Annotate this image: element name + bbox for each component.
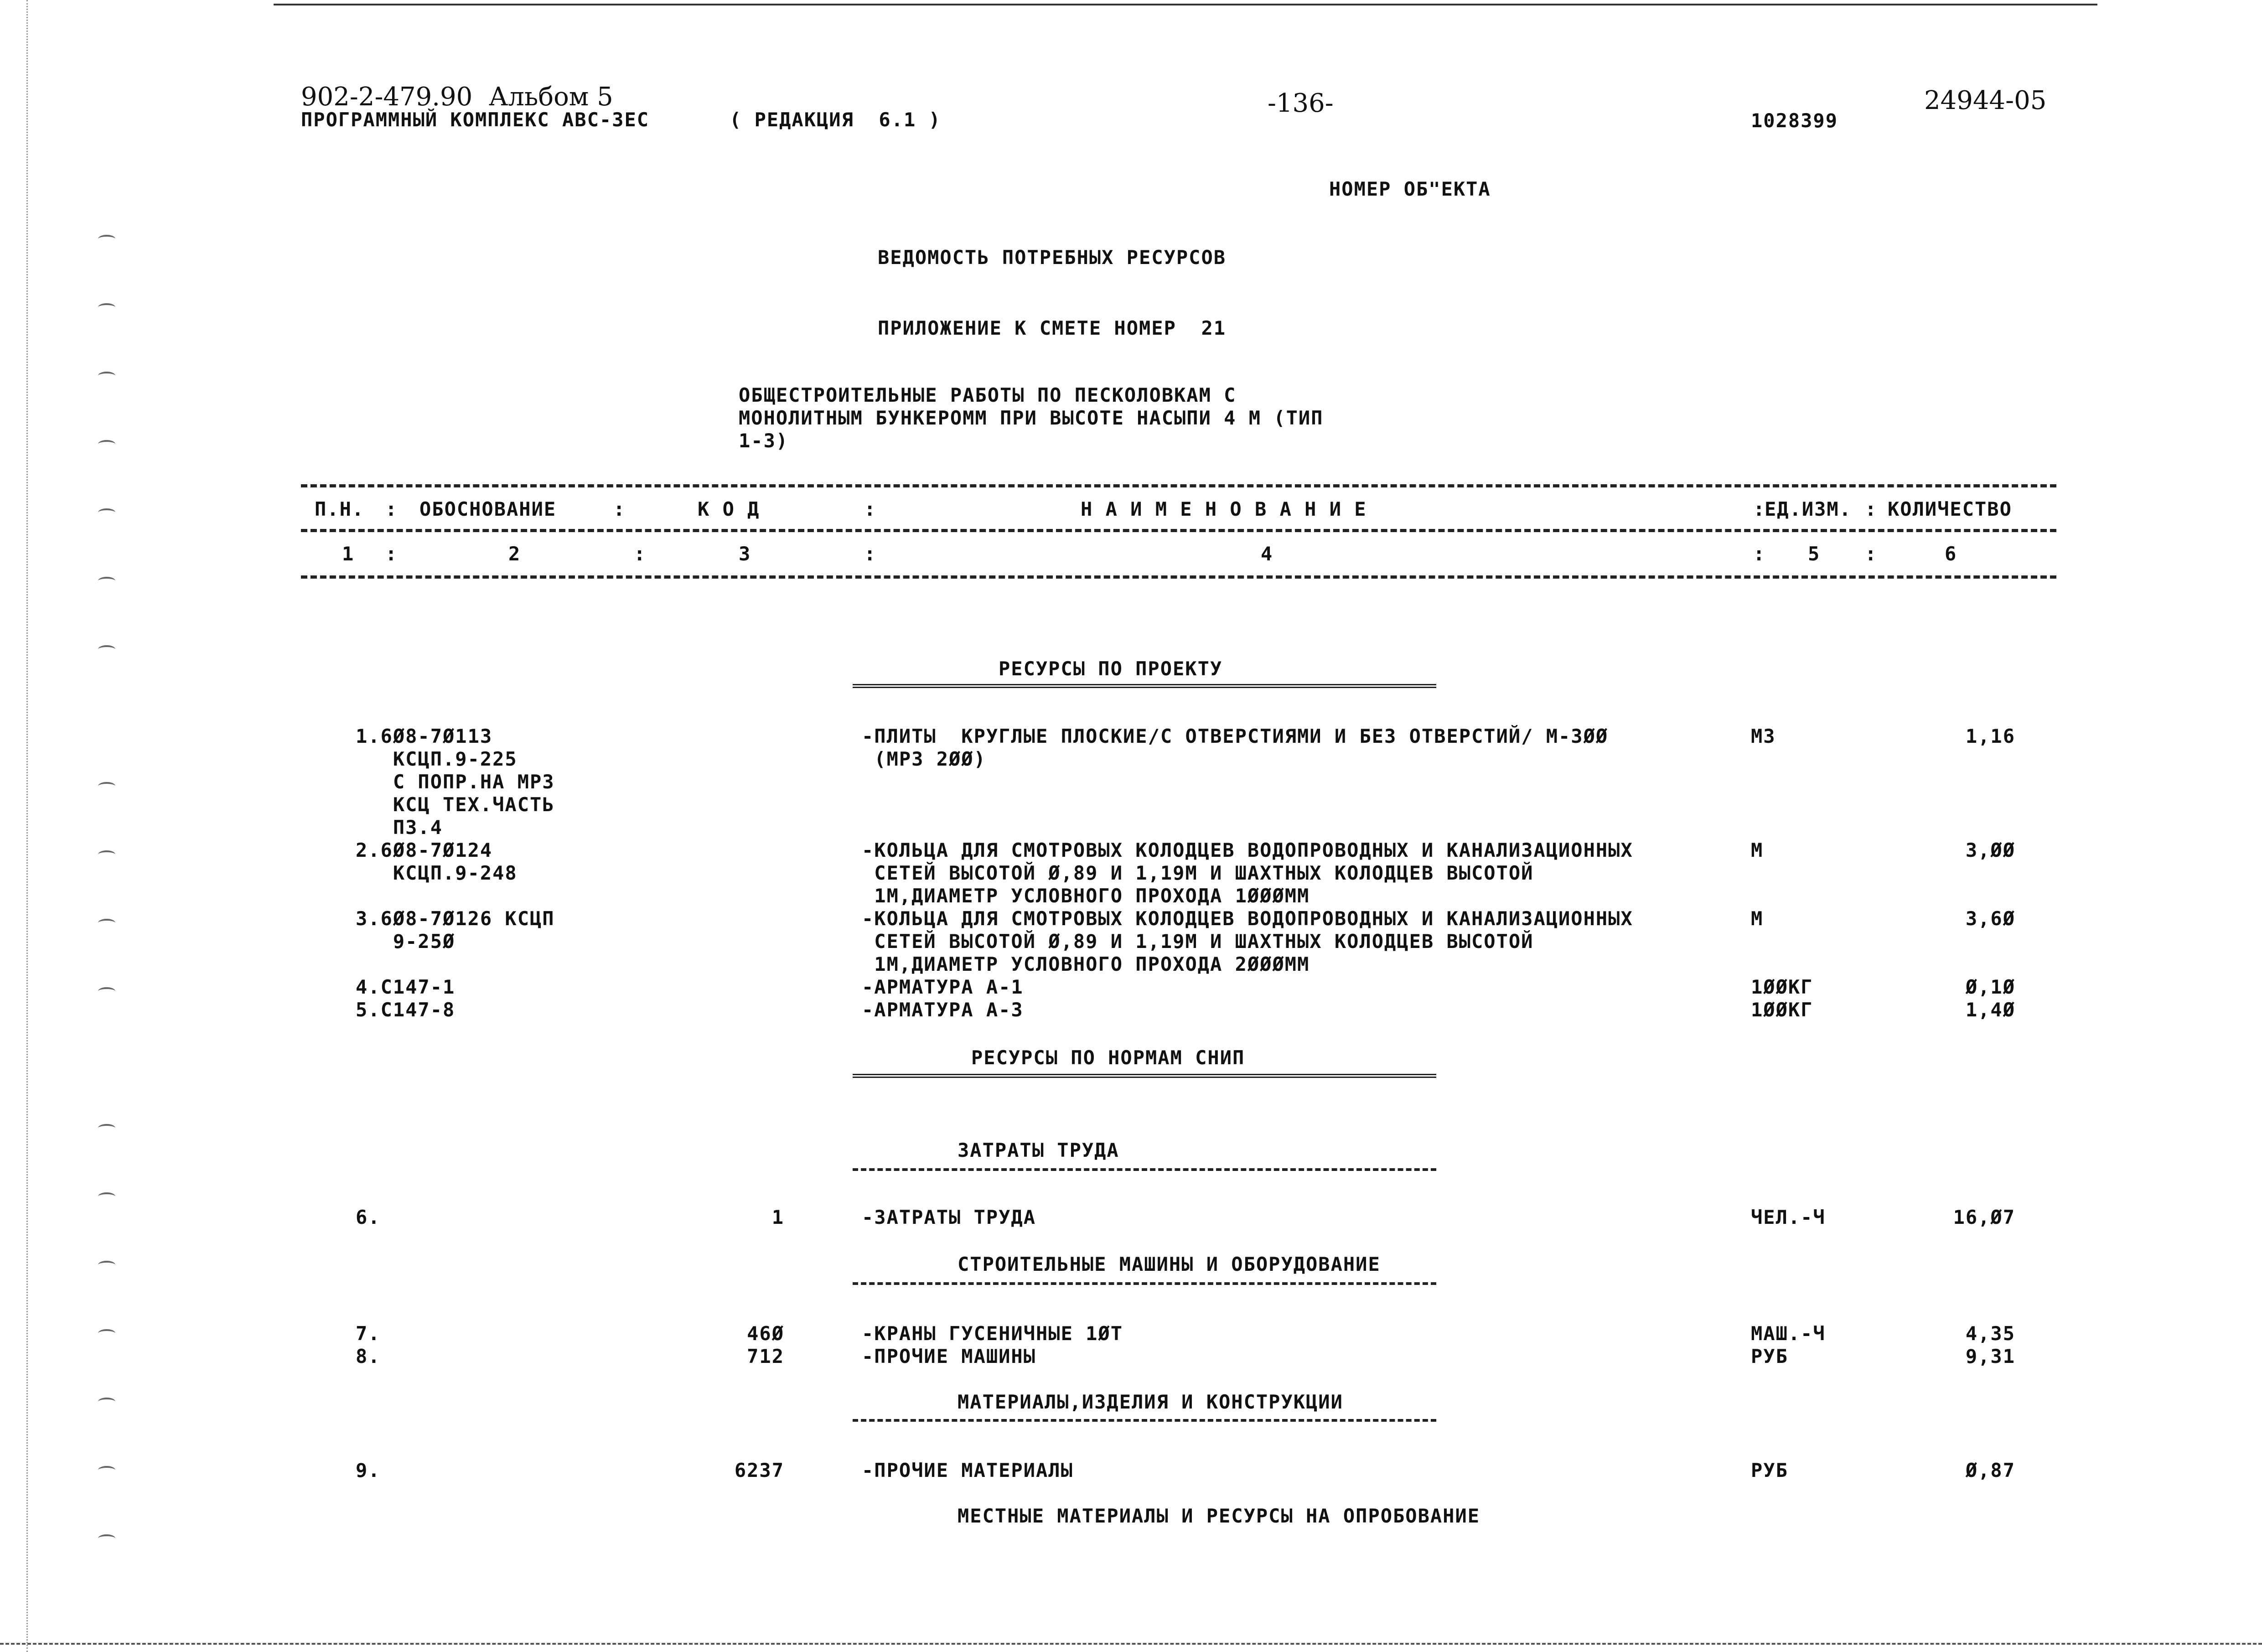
bottom-scan-line (0, 1643, 2262, 1645)
row-unit: ЧЕЛ.-Ч (1751, 1206, 1826, 1228)
row-name: -АРМАТУРА А-3 (862, 999, 1024, 1021)
table-rule-bottom (301, 575, 2056, 579)
punch-mark (98, 1534, 115, 1543)
row-name: 1М,ДИАМЕТР УСЛОВНОГО ПРОХОДА 1ØØØММ (862, 885, 1310, 907)
row-name: -КОЛЬЦА ДЛЯ СМОТРОВЫХ КОЛОДЦЕВ ВОДОПРОВОДНЫХ И КАНАЛИЗАЦИОННЫХ (862, 907, 1633, 930)
row-code: 712 (747, 1345, 784, 1367)
row-quantity: Ø,1Ø (1965, 976, 2015, 998)
album-reference: 902-2-479.90 Альбом 5 (301, 82, 613, 112)
row-number: 6. (356, 1206, 381, 1228)
punch-mark (98, 1329, 115, 1337)
row-name: 1М,ДИАМЕТР УСЛОВНОГО ПРОХОДА 2ØØØММ (862, 953, 1310, 975)
row-quantity: Ø,87 (1965, 1459, 2015, 1481)
table-rule-middle (301, 529, 2056, 532)
row-quantity: 3,ØØ (1965, 839, 2015, 861)
header-separator: : (1865, 498, 1878, 520)
row-basis: КСЦП.9-225 (356, 748, 518, 770)
row-name: СЕТЕЙ ВЫСОТОЙ Ø,89 И 1,19М И ШАХТНЫХ КОЛОДЦЕВ ВЫСОТОЙ (862, 930, 1534, 953)
header-col-unit: ЕД.ИЗМ. (1765, 498, 1852, 520)
row-number: 8. (356, 1345, 381, 1367)
header-separator: : (1753, 498, 1766, 520)
row-quantity: 9,31 (1965, 1345, 2015, 1367)
column-number-3: 3 (739, 543, 751, 565)
punch-mark (98, 508, 115, 517)
row-name: -ПЛИТЫ КРУГЛЫЕ ПЛОСКИЕ/С ОТВЕРСТИЯМИ И БЕЗ ОТВЕРСТИЙ/ М-3ØØ (862, 725, 1609, 747)
section-machines: СТРОИТЕЛЬНЫЕ МАШИНЫ И ОБОРУДОВАНИЕ (958, 1253, 1381, 1275)
row-unit: М3 (1751, 725, 1776, 747)
row-basis: 5.С147-8 (356, 999, 456, 1021)
punch-mark (98, 372, 115, 380)
sheet-code: 24944-05 (1924, 86, 2047, 115)
row-basis: 9-25Ø (356, 930, 456, 953)
section-underline (853, 684, 1436, 688)
row-name: -АРМАТУРА А-1 (862, 976, 1024, 998)
header-separator: : (864, 543, 877, 565)
section-snip-resources: РЕСУРСЫ ПО НОРМАМ СНИП (971, 1046, 1245, 1069)
row-code: 1 (771, 1206, 784, 1228)
row-name: -ПРОЧИЕ МАТЕРИАЛЫ (862, 1459, 1073, 1481)
punch-mark (98, 235, 115, 243)
punch-mark (98, 987, 115, 995)
row-basis: С ПОПР.НА МРЗ (356, 771, 555, 793)
punch-mark (98, 1124, 115, 1132)
row-name: -ЗАТРАТЫ ТРУДА (862, 1206, 1036, 1228)
row-name: -КОЛЬЦА ДЛЯ СМОТРОВЫХ КОЛОДЦЕВ ВОДОПРОВОДНЫХ И КАНАЛИЗАЦИОННЫХ (862, 839, 1633, 861)
row-unit: 1ØØКГ (1751, 999, 1813, 1021)
section-local-materials: МЕСТНЫЕ МАТЕРИАЛЫ И РЕСУРСЫ НА ОПРОБОВАНИЕ (958, 1505, 1480, 1527)
row-basis: 1.6Ø8-7Ø113 (356, 725, 493, 747)
row-basis: 2.6Ø8-7Ø124 (356, 839, 493, 861)
row-name: -КРАНЫ ГУСЕНИЧНЫЕ 1ØТ (862, 1322, 1123, 1345)
column-number-1: 1 (342, 543, 355, 565)
row-unit: М (1751, 839, 1764, 861)
section-project-resources: РЕСУРСЫ ПО ПРОЕКТУ (999, 658, 1223, 680)
section-underline (853, 1074, 1436, 1078)
row-basis: ПЗ.4 (356, 816, 443, 839)
row-name: -ПРОЧИЕ МАШИНЫ (862, 1345, 1036, 1367)
section-underline (853, 1168, 1436, 1171)
header-col-quantity: КОЛИЧЕСТВО (1888, 498, 2012, 520)
row-unit: МАШ.-Ч (1751, 1322, 1826, 1345)
edition: ( РЕДАКЦИЯ 6.1 ) (730, 109, 941, 131)
row-unit: 1ØØКГ (1751, 976, 1813, 998)
header-separator: : (1753, 543, 1766, 565)
work-description-line2: МОНОЛИТНЫМ БУНКЕРОММ ПРИ ВЫСОТЕ НАСЫПИ 4 М (ТИП (739, 407, 1324, 429)
header-separator: : (385, 543, 398, 565)
work-description-line1: ОБЩЕСТРОИТЕЛЬНЫЕ РАБОТЫ ПО ПЕСКОЛОВКАМ С (739, 384, 1237, 406)
left-scan-edge (26, 0, 28, 1652)
page-number: -136- (1268, 88, 1334, 118)
header-col-code: К О Д (698, 498, 760, 520)
page-title: ВЕДОМОСТЬ ПОТРЕБНЫХ РЕСУРСОВ (878, 246, 1227, 269)
row-quantity: 1,16 (1965, 725, 2015, 747)
punch-mark (98, 919, 115, 927)
punch-mark (98, 1192, 115, 1201)
row-number: 7. (356, 1322, 381, 1345)
punch-mark (98, 850, 115, 859)
row-basis: 4.С147-1 (356, 976, 456, 998)
header-separator: : (1865, 543, 1878, 565)
section-materials: МАТЕРИАЛЫ,ИЗДЕЛИЯ И КОНСТРУКЦИИ (958, 1391, 1343, 1413)
punch-mark (98, 440, 115, 448)
row-quantity: 3,6Ø (1965, 907, 2015, 930)
top-scan-line (274, 4, 2097, 5)
row-quantity: 1,4Ø (1965, 999, 2015, 1021)
row-code: 46Ø (747, 1322, 784, 1345)
section-labor: ЗАТРАТЫ ТРУДА (958, 1139, 1119, 1161)
table-rule-top (301, 484, 2056, 487)
work-description-line3: 1-3) (739, 430, 789, 452)
row-unit: РУБ (1751, 1345, 1788, 1367)
row-name: (МРЗ 2ØØ) (862, 748, 986, 770)
section-underline (853, 1419, 1436, 1422)
appendix-line: ПРИЛОЖЕНИЕ К СМЕТЕ НОМЕР 21 (878, 317, 1227, 339)
punch-mark (98, 577, 115, 585)
header-separator: : (864, 498, 877, 520)
column-number-6: 6 (1945, 543, 1957, 565)
row-basis: КСЦ ТЕХ.ЧАСТЬ (356, 793, 555, 816)
program-name: ПРОГРАММНЫЙ КОМПЛЕКС АВС-3ЕС (301, 109, 650, 131)
object-number-label: НОМЕР ОБ"ЕКТА (1329, 178, 1491, 200)
document-code: 1028399 (1751, 109, 1838, 132)
section-underline (853, 1282, 1436, 1285)
row-unit: М (1751, 907, 1764, 930)
header-separator: : (634, 543, 647, 565)
punch-mark (98, 782, 115, 790)
header-col-number: П.Н. (315, 498, 365, 520)
punch-mark (98, 1261, 115, 1269)
column-number-2: 2 (508, 543, 521, 565)
punch-mark (98, 1398, 115, 1406)
column-number-5: 5 (1808, 543, 1821, 565)
punch-mark (98, 1466, 115, 1474)
row-basis: КСЦП.9-248 (356, 862, 518, 884)
header-separator: : (385, 498, 398, 520)
row-number: 9. (356, 1459, 381, 1481)
row-unit: РУБ (1751, 1459, 1788, 1481)
header-col-name: Н А И М Е Н О В А Н И Е (1081, 498, 1367, 520)
header-col-basis: ОБОСНОВАНИЕ (419, 498, 557, 520)
column-number-4: 4 (1261, 543, 1273, 565)
row-code: 6237 (734, 1459, 784, 1481)
row-basis: 3.6Ø8-7Ø126 КСЦП (356, 907, 555, 930)
punch-mark (98, 645, 115, 653)
row-name: СЕТЕЙ ВЫСОТОЙ Ø,89 И 1,19М И ШАХТНЫХ КОЛОДЦЕВ ВЫСОТОЙ (862, 862, 1534, 884)
row-quantity: 4,35 (1965, 1322, 2015, 1345)
row-quantity: 16,Ø7 (1953, 1206, 2015, 1228)
punch-mark (98, 303, 115, 311)
header-separator: : (613, 498, 626, 520)
